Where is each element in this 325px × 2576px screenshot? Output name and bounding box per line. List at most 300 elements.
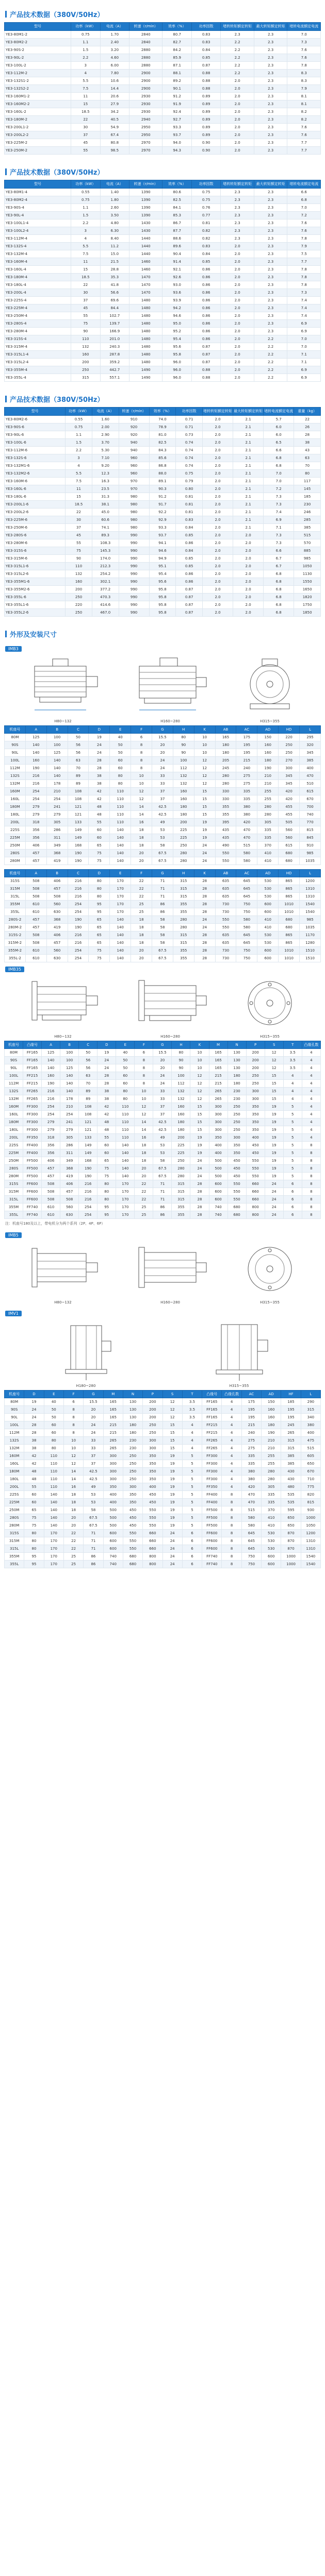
table-cell: 132	[66, 570, 92, 578]
table-cell: 600	[209, 1196, 228, 1204]
table-cell: 0.75	[176, 470, 203, 478]
table-row	[5, 70, 321, 77]
table-cell: 216	[42, 1095, 60, 1103]
table-cell: 225S	[5, 826, 26, 834]
table-row	[5, 227, 321, 235]
header-cell: S	[163, 1391, 182, 1398]
dim-table-b35	[4, 1041, 321, 1219]
table-row	[5, 947, 321, 955]
table-row	[5, 1126, 321, 1134]
table-cell: 132S	[5, 1437, 24, 1445]
table-cell: 505	[279, 819, 300, 826]
table-cell: 80	[89, 877, 110, 885]
table-cell: 355	[173, 947, 194, 955]
table-cell: 515	[236, 842, 257, 850]
table-cell: 108	[79, 1111, 98, 1118]
table-cell: 38.1	[92, 501, 119, 509]
table-row	[5, 539, 321, 547]
table-cell: 355L	[5, 1561, 24, 1568]
table-cell: 110	[44, 1468, 63, 1476]
table-cell: YE3-315L2-4	[5, 359, 71, 366]
table-cell: 24	[24, 1406, 44, 1414]
table-cell: 7.3	[264, 532, 294, 539]
table-cell: 15	[71, 100, 100, 108]
table-cell: 0.83	[191, 39, 220, 46]
table-cell: YE3-355M1-6	[5, 578, 66, 586]
table-cell: 0.74	[176, 439, 203, 447]
table-cell: 2.0	[203, 454, 233, 462]
table-cell: 2.40	[100, 39, 129, 46]
table-cell: 2.0	[233, 601, 264, 609]
header-cell: 最大转矩额定转矩	[254, 23, 287, 31]
table-cell: 0.85	[176, 563, 203, 570]
table-cell: 2.3	[254, 297, 287, 304]
table-cell: 18.5	[66, 501, 92, 509]
table-cell: 865	[279, 885, 300, 893]
table-cell: 14	[135, 1126, 153, 1134]
table-cell: 6.7	[264, 555, 294, 563]
table-cell: 63	[79, 1072, 98, 1080]
caption: H315~355	[260, 1035, 280, 1039]
table-cell: 380	[236, 811, 257, 819]
table-cell: 71	[153, 1180, 172, 1188]
table-cell: 275	[236, 772, 257, 780]
table-cell: 4	[302, 1095, 320, 1103]
vertical-motor-icon	[201, 1320, 278, 1382]
table-cell: 60	[98, 1142, 116, 1149]
table-cell: 140	[110, 924, 131, 931]
table-cell: 95.2	[163, 328, 191, 335]
table-cell: 19	[190, 1134, 209, 1142]
table-cell: 1540	[300, 908, 321, 916]
table-cell: 14	[63, 1476, 83, 1483]
table-cell: 680	[279, 850, 300, 857]
table-cell: 110	[66, 563, 92, 570]
table-cell: 60	[110, 757, 131, 765]
table-cell: 15.0	[100, 250, 129, 258]
table-cell: 7.0	[264, 478, 294, 485]
table-row	[5, 335, 321, 343]
table-cell: 650	[281, 1514, 301, 1522]
table-cell: 20	[131, 857, 152, 865]
perf-section-1	[0, 0, 325, 158]
table-cell: FF740	[202, 1553, 222, 1561]
table-cell: 241	[46, 803, 68, 811]
table-cell: 80M	[5, 1049, 23, 1057]
table-cell: 455	[279, 811, 300, 819]
table-cell: 19	[265, 1149, 283, 1157]
table-cell: 22	[131, 885, 152, 893]
caption: H160~280	[160, 1035, 180, 1039]
table-cell: 457	[46, 885, 68, 893]
table-cell: 210	[60, 1103, 79, 1111]
table-cell: 920	[119, 423, 149, 431]
table-cell: 508	[42, 1188, 60, 1196]
drawing-b5-small	[24, 1242, 102, 1304]
table-cell: 400	[301, 1429, 320, 1437]
table-cell: 60	[89, 826, 110, 834]
title-bar	[5, 631, 7, 637]
table-cell: 15.5	[84, 1398, 103, 1406]
table-cell: 680	[123, 1553, 142, 1561]
table-cell: 7.6	[287, 46, 321, 54]
table-cell: 42	[98, 1111, 116, 1118]
table-row	[5, 1196, 321, 1204]
table-cell: 1440	[129, 235, 163, 243]
table-cell: 4	[222, 1421, 241, 1429]
table-cell: 53	[153, 1149, 172, 1157]
table-cell: 55	[66, 539, 92, 547]
table-cell: 180	[173, 811, 194, 819]
table-cell: 19	[265, 1142, 283, 1149]
table-cell: 600	[257, 901, 279, 908]
table-cell: 180	[262, 1421, 281, 1429]
table-cell: 80	[98, 1180, 116, 1188]
header-cell: 堵转电流额定电流	[287, 180, 321, 189]
table-cell: 60	[24, 1499, 44, 1506]
table-cell: 67.4	[100, 131, 129, 139]
table-cell: 2.0	[221, 266, 254, 274]
table-cell: 2.0	[233, 570, 264, 578]
table-cell: 508	[42, 1180, 60, 1188]
table-cell: 37	[71, 131, 100, 139]
table-cell: 95.8	[149, 594, 176, 601]
table-cell: 190	[262, 1429, 281, 1437]
table-cell: 250	[66, 609, 92, 617]
table-cell: 37	[153, 1103, 172, 1111]
table-row	[5, 462, 321, 470]
table-cell: 2900	[129, 70, 163, 77]
table-cell: 165	[215, 734, 236, 741]
table-cell: 140	[46, 757, 68, 765]
table-cell: 250	[228, 1118, 246, 1126]
table-cell: 0.86	[191, 289, 220, 297]
table-cell: 130	[123, 1406, 142, 1414]
table-cell: 300	[209, 1126, 228, 1134]
table-cell: 3.20	[100, 46, 129, 54]
table-cell: 215	[241, 1421, 261, 1429]
table-cell: YE3-132S-6	[5, 454, 66, 462]
table-row	[5, 1188, 321, 1196]
table-cell: 315S	[5, 1180, 23, 1188]
header-cell: T	[283, 1041, 302, 1049]
table-cell: 350	[246, 1126, 265, 1134]
table-row	[5, 578, 321, 586]
table-cell: 2.3	[254, 85, 287, 93]
header-cell: 堵转转矩额定转矩	[203, 408, 233, 416]
table-cell: 2.2	[66, 447, 92, 454]
table-cell: 500	[103, 1522, 123, 1530]
table-cell: 2.3	[254, 250, 287, 258]
table-cell: 450	[228, 1157, 246, 1165]
table-cell: 71	[84, 1537, 103, 1545]
caption: H80~132	[54, 1035, 72, 1039]
table-cell: 300	[103, 1452, 123, 1460]
table-cell: 93.3	[163, 124, 191, 131]
table-cell: 110	[116, 1111, 135, 1118]
table-cell: 50	[68, 734, 89, 741]
table-cell: 980	[119, 493, 149, 501]
table-cell: 700	[300, 803, 321, 811]
table-cell: 95.4	[163, 335, 191, 343]
table-cell: 2.0	[221, 85, 254, 93]
table-row	[5, 1204, 321, 1211]
header-cell: P	[143, 1391, 163, 1398]
table-cell: 5.5	[71, 243, 100, 250]
table-cell: 8	[131, 757, 152, 765]
table-cell: 600	[209, 1180, 228, 1188]
table-cell: 80.8	[100, 139, 129, 147]
table-cell: 1.80	[100, 196, 129, 204]
table-cell: 600	[103, 1545, 123, 1553]
table-cell: 210	[46, 788, 68, 795]
table-cell: 2.0	[203, 485, 233, 493]
table-cell: 75	[89, 947, 110, 955]
table-cell: 535	[281, 1499, 301, 1506]
header-cell: A	[25, 870, 46, 877]
table-cell: 60.6	[92, 516, 119, 524]
table-row	[5, 1506, 321, 1514]
table-cell: 660	[143, 1530, 163, 1537]
table-cell: 7.0	[287, 335, 321, 343]
table-row	[5, 416, 321, 423]
table-row	[5, 250, 321, 258]
table-cell: 180	[173, 803, 194, 811]
table-cell: 355	[173, 901, 194, 908]
table-cell: 53	[152, 834, 173, 842]
table-cell: 410	[257, 850, 279, 857]
table-cell: 94.1	[149, 539, 176, 547]
table-cell: FF500	[202, 1522, 222, 1530]
table-cell: 2.0	[233, 563, 264, 570]
table-cell: 635	[215, 877, 236, 885]
table-cell: YE3-200L2-6	[5, 509, 66, 516]
table-cell: 0.86	[176, 539, 203, 547]
table-cell: 170	[116, 1180, 135, 1188]
table-cell: 0.87	[191, 343, 220, 351]
table-cell: 2.0	[203, 563, 233, 570]
table-cell: 2.1	[233, 524, 264, 532]
table-cell: 770	[300, 819, 321, 826]
table-cell: 2.1	[233, 454, 264, 462]
table-cell: 2.3	[254, 124, 287, 131]
table-cell: 2.0	[203, 470, 233, 478]
table-cell: 660	[143, 1537, 163, 1545]
table-cell: 20	[153, 1064, 172, 1072]
table-cell: 200	[143, 1406, 163, 1414]
table-cell: YE3-112M-6	[5, 447, 66, 454]
table-cell: 0.88	[191, 374, 220, 382]
table-cell: 2.1	[233, 516, 264, 524]
table-cell: 42.5	[152, 803, 173, 811]
table-cell: 305	[257, 819, 279, 826]
table-cell: 315	[173, 939, 194, 947]
table-cell: 280S	[5, 1514, 24, 1522]
table-cell: 980	[119, 509, 149, 516]
table-cell: 550	[143, 1514, 163, 1522]
table-cell: 2.0	[203, 594, 233, 601]
table-cell: 1440	[129, 243, 163, 250]
table-cell: 58	[152, 924, 173, 931]
table-cell: 7.8	[287, 281, 321, 289]
table-cell: 20	[84, 1414, 103, 1421]
table-cell: 0.87	[176, 586, 203, 594]
dim-table-v1	[4, 1390, 321, 1568]
table-cell: 2.0	[203, 539, 233, 547]
header-cell: G	[153, 1041, 172, 1049]
table-cell: 318	[25, 819, 46, 826]
table-cell: 0.75	[66, 423, 92, 431]
table-cell: 645	[236, 877, 257, 885]
table-cell: 132M	[5, 1095, 23, 1103]
table-cell: 508	[46, 893, 68, 901]
table-cell: 15.5	[152, 734, 173, 741]
table-cell: 5	[182, 1483, 202, 1491]
table-cell: 108	[79, 1103, 98, 1111]
table-cell: YE3-80M1-4	[5, 189, 71, 196]
table-cell: 28	[190, 1211, 209, 1219]
table-cell: 175	[236, 734, 257, 741]
table-cell: 280	[262, 1468, 281, 1476]
table-cell: 75	[66, 547, 92, 555]
table-cell: 140	[60, 1072, 79, 1080]
table-cell: FF165	[202, 1398, 222, 1406]
table-cell: 200	[246, 1064, 265, 1072]
caption: H160~280	[160, 1300, 180, 1304]
table-cell: 8.40	[100, 235, 129, 243]
table-cell: 8	[222, 1499, 241, 1506]
table-cell: 170	[44, 1561, 63, 1568]
table-row	[5, 470, 321, 478]
table-cell: 1000	[301, 1514, 320, 1522]
table-cell: 2.1	[233, 447, 264, 454]
table-cell: 215	[103, 1421, 123, 1429]
table-row	[5, 366, 321, 374]
table-cell: 315L	[5, 893, 26, 901]
table-cell: 435	[215, 834, 236, 842]
table-cell: 18	[131, 924, 152, 931]
table-row	[5, 893, 321, 901]
table-cell: 86	[84, 1561, 103, 1568]
table-row	[5, 842, 321, 850]
table-row	[5, 1445, 321, 1452]
table-cell: 140	[116, 1149, 135, 1157]
table-cell: 410	[262, 1514, 281, 1522]
table-cell: 406	[46, 931, 68, 939]
table-row	[5, 1157, 321, 1165]
table-cell: 130	[123, 1414, 142, 1421]
table-row	[5, 877, 321, 885]
table-cell: 160	[71, 351, 100, 359]
table-cell: 630	[46, 908, 68, 916]
table-cell: 280	[173, 850, 194, 857]
table-cell: FF300	[23, 1118, 42, 1126]
table-cell: 37	[152, 795, 173, 803]
table-cell: 2.0	[203, 601, 233, 609]
table-cell: 680	[228, 1204, 246, 1211]
table-cell: 205	[215, 757, 236, 765]
table-cell: 246	[294, 509, 321, 516]
table-cell: 0.84	[191, 250, 220, 258]
table-cell: 190	[42, 1080, 60, 1088]
table-cell: 140	[110, 939, 131, 947]
table-cell: 80	[294, 470, 321, 478]
table-cell: FF740	[202, 1561, 222, 1568]
table-cell: 302.1	[92, 578, 119, 586]
table-cell: 210	[257, 772, 279, 780]
table-cell: 89	[68, 780, 89, 788]
table-cell: 88.0	[149, 470, 176, 478]
table-cell: 16	[135, 1134, 153, 1142]
table-cell: YE3-160M2-2	[5, 100, 71, 108]
table-cell: 22	[294, 416, 321, 423]
table-cell: 2.3	[221, 189, 254, 196]
table-cell: 7.0	[287, 204, 321, 212]
header-cell: AD	[262, 1391, 281, 1398]
table-cell: 2.0	[233, 609, 264, 617]
table-cell: 475	[301, 1437, 320, 1445]
table-cell: 650	[281, 1522, 301, 1530]
table-cell: 19	[163, 1468, 182, 1476]
table-cell: 5	[283, 1165, 302, 1173]
table-cell: 3.5	[182, 1406, 202, 1414]
table-cell: 6.8	[264, 601, 294, 609]
table-cell: 355L-2	[5, 955, 26, 962]
table-cell: 6.8	[264, 594, 294, 601]
table-cell: FF165	[23, 1049, 42, 1057]
table-cell: 7.6	[287, 131, 321, 139]
table-cell: 970	[119, 478, 149, 485]
table-cell: 33	[153, 1088, 172, 1095]
table-cell: 7.2	[264, 485, 294, 493]
table-row	[5, 212, 321, 219]
table-cell: 349	[60, 1157, 79, 1165]
table-cell: YE3-90L-6	[5, 431, 66, 439]
table-cell: 28	[190, 1204, 209, 1211]
table-cell: 2.3	[254, 62, 287, 70]
table-cell: 350	[246, 1103, 265, 1111]
table-cell: 2.0	[203, 501, 233, 509]
table-cell: YE3-80M2-6	[5, 416, 66, 423]
table-cell: 1750	[294, 601, 321, 609]
table-cell: 450	[246, 1142, 265, 1149]
table-cell: YE3-160L-2	[5, 108, 71, 116]
table-cell: YE3-250M-2	[5, 147, 71, 155]
table-cell: 132M	[5, 1445, 24, 1452]
table-cell: 67.5	[152, 850, 173, 857]
table-cell: 435	[215, 826, 236, 834]
table-cell: 38	[89, 772, 110, 780]
table-cell: 300	[279, 765, 300, 772]
table-cell: 530	[262, 1530, 281, 1537]
table-row	[5, 826, 321, 834]
table-cell: 635	[215, 931, 236, 939]
table-cell: 990	[119, 539, 149, 547]
table-cell: 20	[131, 947, 152, 955]
table-cell: 355	[215, 811, 236, 819]
table-cell: 210	[262, 1437, 281, 1445]
header-cell: S	[265, 1041, 283, 1049]
table-cell: 750	[236, 908, 257, 916]
header-cell: 功率因数	[191, 23, 220, 31]
table-cell: 2.3	[254, 266, 287, 274]
table-row	[5, 1049, 321, 1057]
table-row	[5, 243, 321, 250]
table-cell: 12	[265, 1049, 283, 1057]
table-cell: 11.2	[100, 243, 129, 250]
table-cell: FF350	[23, 1134, 42, 1142]
table-cell: 7.4	[287, 297, 321, 304]
